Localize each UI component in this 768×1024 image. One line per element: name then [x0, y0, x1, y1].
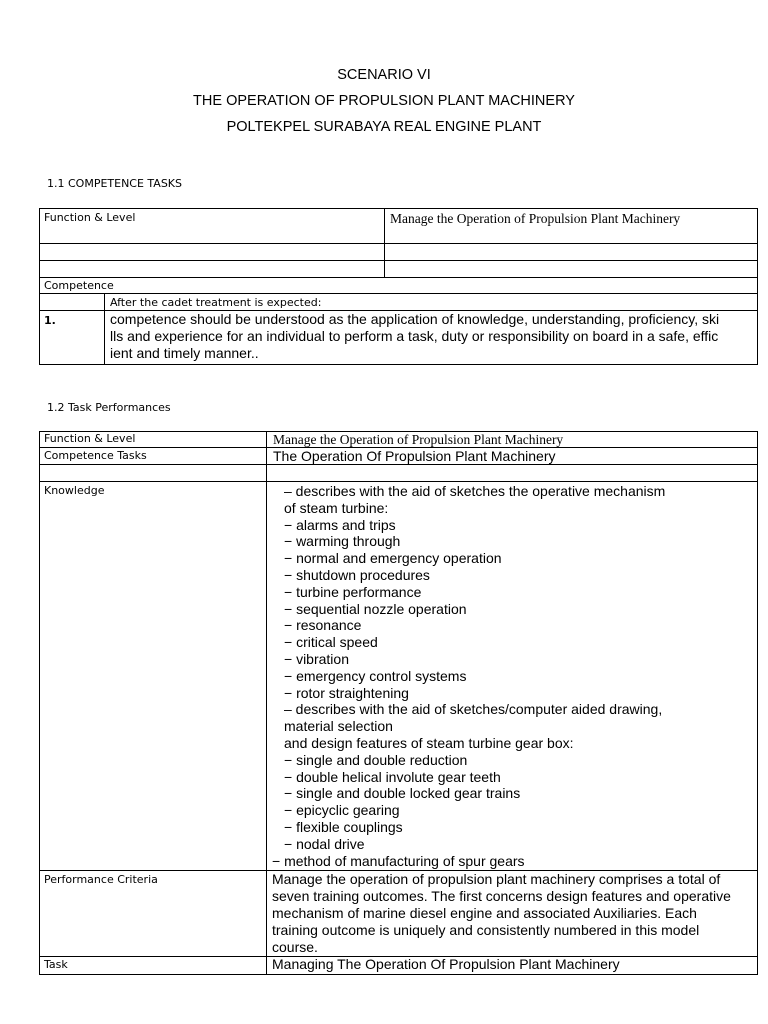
scenario-title: SCENARIO VI [337, 67, 431, 83]
knowledge-item: − normal and emergency operation [284, 550, 502, 567]
competence-label: Competence [44, 279, 114, 292]
document-subtitle: POLTEKPEL SURABAYA REAL ENGINE PLANT [226, 119, 542, 135]
row-divider [39, 481, 758, 482]
column-divider [266, 431, 267, 975]
knowledge-item: and design features of steam turbine gear box: [284, 734, 574, 751]
knowledge-item: material selection [284, 718, 393, 735]
document-title: THE OPERATION OF PROPULSION PLANT MACHINERY [193, 93, 575, 109]
knowledge-item: − turbine performance [284, 583, 422, 600]
column-divider [104, 293, 105, 365]
knowledge-item: − epicyclic gearing [284, 802, 400, 819]
knowledge-item: – describes with the aid of sketches/computer aided drawing, [284, 701, 663, 718]
performance-criteria-label: Performance Criteria [44, 873, 158, 886]
knowledge-item: − double helical involute gear teeth [284, 768, 501, 785]
knowledge-item: − rotor straightening [284, 684, 409, 701]
competence-tasks-label: Competence Tasks [44, 449, 147, 462]
function-level-value: Manage the Operation of Propulsion Plant Machinery [390, 211, 681, 226]
knowledge-list [272, 483, 742, 869]
knowledge-item: − shutdown procedures [284, 566, 430, 583]
task-label: Task [44, 958, 68, 971]
row-divider [39, 260, 758, 261]
performance-criteria-text: Manage the operation of propulsion plant machinery comprises a total of seven training outcomes. The first concerns design features and operative mechanism of marine diesel engine and associated Auxiliaries. Each training outcome is uniquely and consistently numbered in this model course. [272, 871, 731, 955]
knowledge-item: − alarms and trips [284, 516, 396, 533]
function-level-label: Function & Level [44, 211, 136, 224]
function-level-value-2: Manage the Operation of Propulsion Plant Machinery [273, 432, 564, 447]
function-level-label-2: Function & Level [44, 432, 136, 445]
section-heading-competence-tasks: 1.1 COMPETENCE TASKS [47, 177, 182, 190]
knowledge-item: – describes with the aid of sketches the operative mechanism [284, 483, 666, 499]
competence-tasks-value: The Operation Of Propulsion Plant Machinery [273, 448, 556, 464]
knowledge-item: − critical speed [284, 634, 378, 651]
section-heading-task-performances: 1.2 Task Performances [47, 401, 171, 414]
knowledge-item: of steam turbine: [284, 499, 389, 516]
knowledge-item: − sequential nozzle operation [284, 600, 467, 617]
knowledge-item: − single and double reduction [284, 751, 468, 768]
competence-description: competence should be understood as the application of knowledge, understanding, proficiency, skills and experience for an individual to perform a task, duty or responsibility on board in a safe, efficient and timely manner.. [110, 311, 720, 361]
row-divider [39, 277, 758, 278]
knowledge-item: − emergency control systems [284, 667, 467, 684]
row-divider [39, 243, 758, 244]
column-divider [384, 208, 385, 278]
knowledge-label: Knowledge [44, 484, 105, 497]
expected-label: After the cadet treatment is expected: [110, 296, 322, 309]
row-divider [39, 293, 758, 294]
knowledge-item: − resonance [284, 617, 362, 634]
knowledge-item: − warming through [284, 533, 401, 550]
item-number: 1. [44, 314, 56, 327]
knowledge-item: − flexible couplings [284, 818, 403, 835]
knowledge-item: − method of manufacturing of spur gears [272, 852, 525, 869]
task-value: Managing The Operation Of Propulsion Plant Machinery [272, 956, 620, 972]
knowledge-item: − vibration [284, 650, 349, 667]
knowledge-item: − nodal drive [284, 835, 365, 852]
knowledge-item: − single and double locked gear trains [284, 785, 521, 802]
